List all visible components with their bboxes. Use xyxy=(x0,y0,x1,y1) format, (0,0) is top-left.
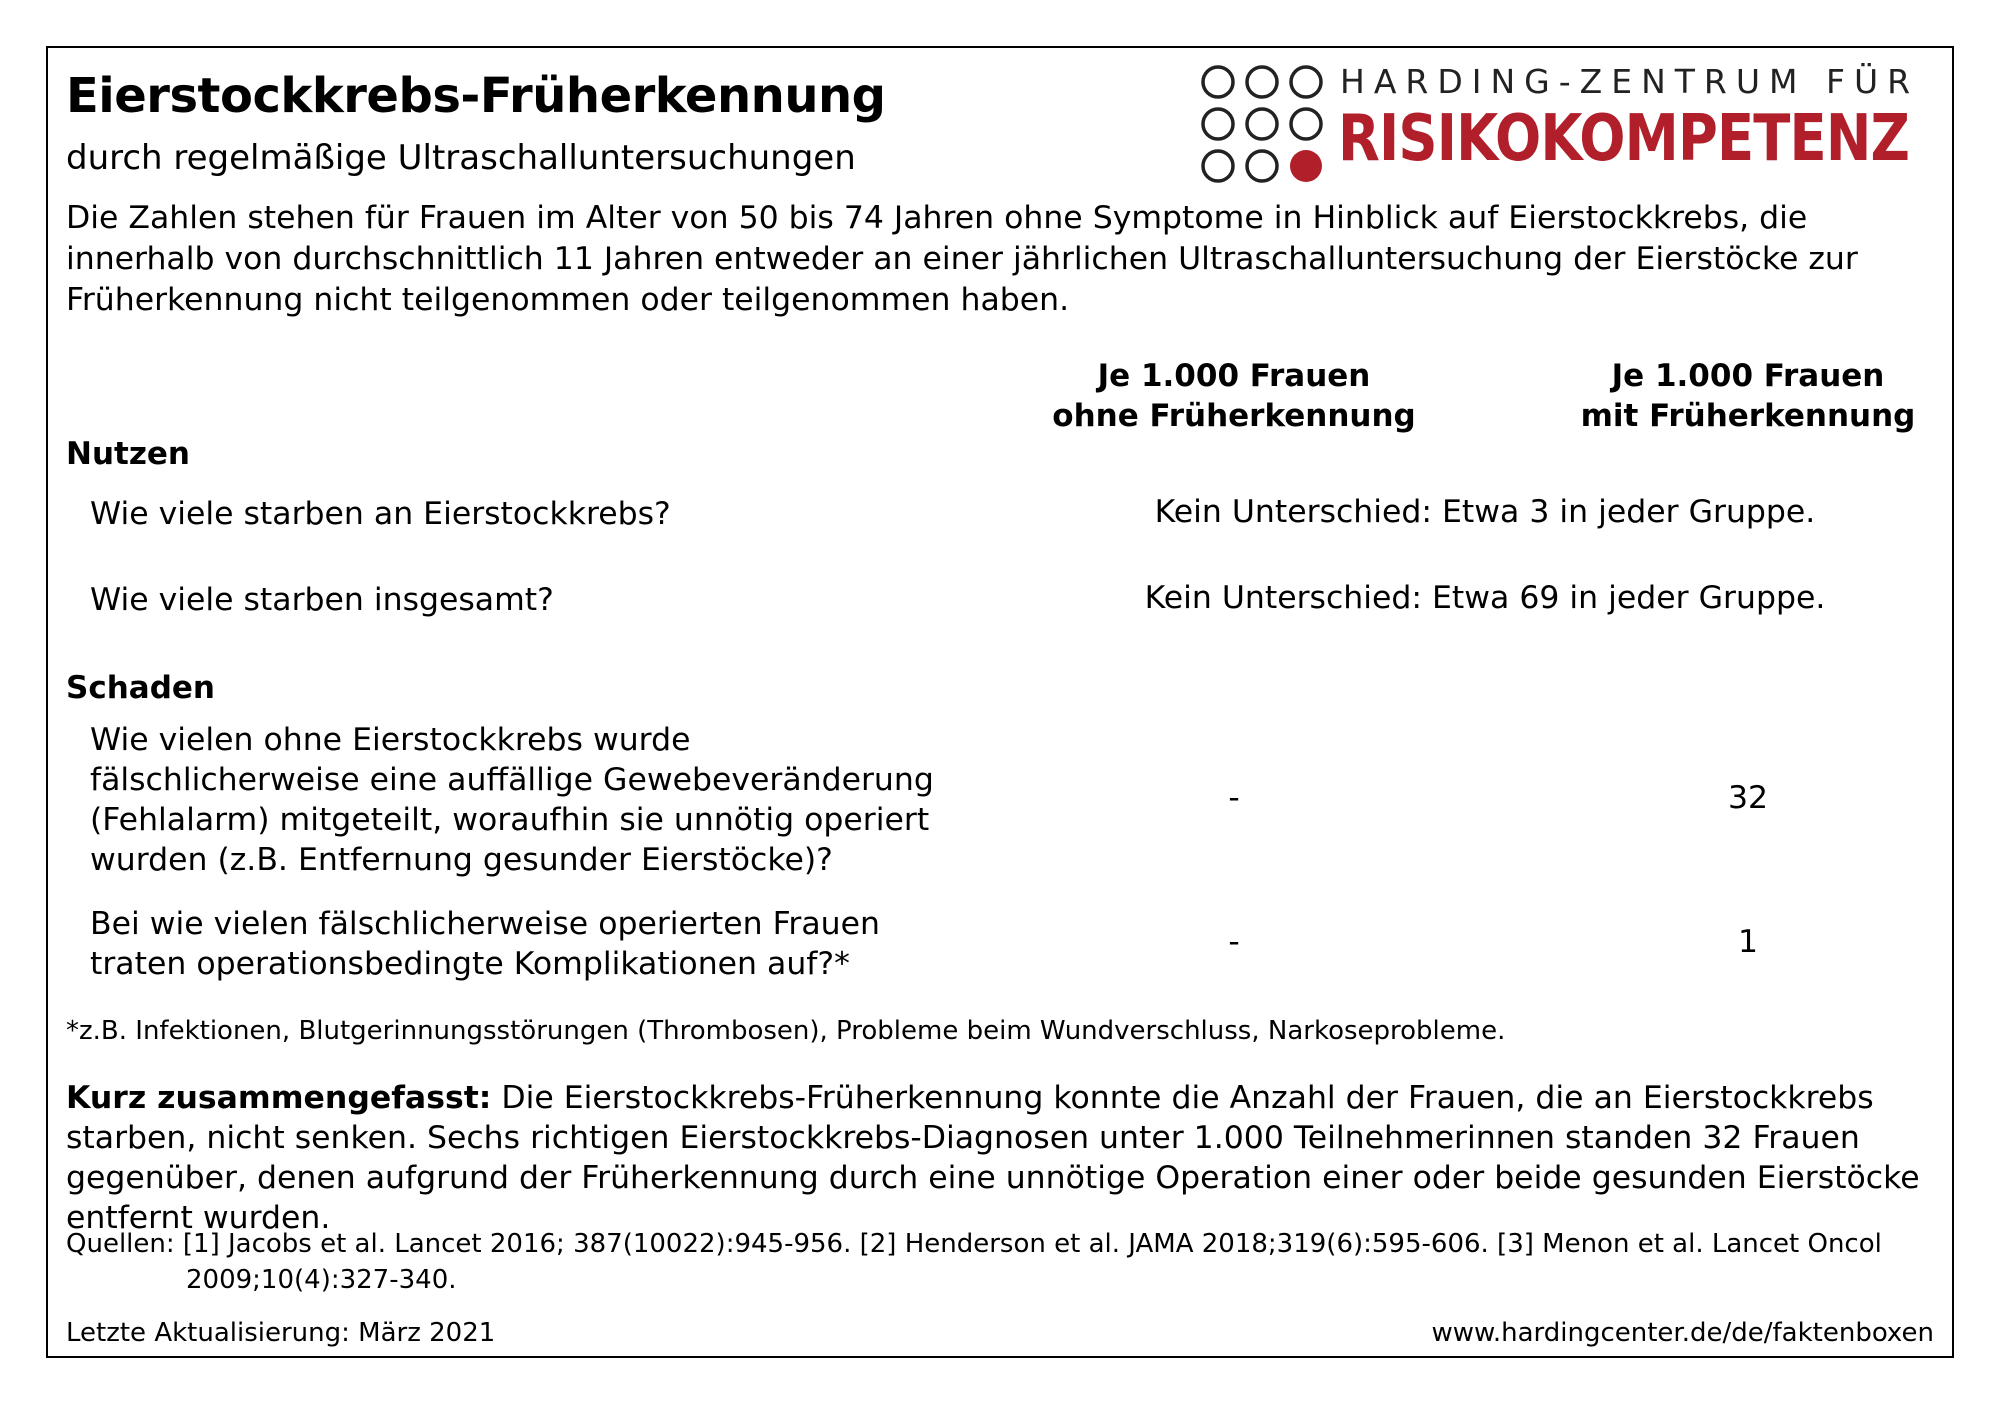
logo-top-text: HARDING-ZENTRUM FÜR xyxy=(1340,62,1920,101)
fact-box xyxy=(46,46,1954,1358)
benefit-answer: Kein Unterschied: Etwa 3 in jeder Gruppe. xyxy=(1154,494,1816,530)
summary-text: Die Eierstockkrebs-Früherkennung konnte die Anzahl der Frauen, die an Eierstockkrebs starben, nicht senken. Sechs richtigen Eierstockkrebs-Diagnosen unter 1.000 Teilnehmerinnen standen 32 Frauen gegenüber, denen aufgrund der Früherkennung durch eine unnötige Operation einer oder beide gesunden Eierstöcke entfernt wurden. xyxy=(66,1080,1920,1236)
harm-question-line: fälschlicherweise eine auffällige Gewebeveränderung xyxy=(90,762,934,798)
footnote: *z.B. Infektionen, Blutgerinnungsstörungen (Thrombosen), Probleme beim Wundverschluss, Narkoseprobleme. xyxy=(66,1016,1506,1046)
page-subtitle: durch regelmäßige Ultraschalluntersuchungen xyxy=(66,138,856,178)
column-header-with xyxy=(1488,356,2000,436)
column-header-without xyxy=(974,356,1494,436)
column-header-without-line1: Je 1.000 Frauen xyxy=(1097,358,1371,394)
sources-line: Quellen: [1] Jacobs et al. Lancet 2016; 387(10022):945-956. [2] Henderson et al. JAMA 2018;319(6):595-606. [3] Menon et al. Lancet Oncol xyxy=(66,1229,1882,1259)
harm-value-with: 1 xyxy=(1737,924,1759,960)
section-heading-harm: Schaden xyxy=(66,670,215,706)
sources-line: 2009;10(4):327-340. xyxy=(186,1265,457,1295)
harm-question xyxy=(90,720,934,880)
harm-question-line: Wie vielen ohne Eierstockkrebs wurde xyxy=(90,722,691,758)
intro-text: Die Zahlen stehen für Frauen im Alter von 50 bis 74 Jahren ohne Symptome in Hinblick auf Eierstockkrebs, die innerhalb von durchschnittlich 11 Jahren entweder an einer jährlichen Ultraschalluntersuchung der Eierstöcke zur Früherkennung nicht teilgenommen oder teilgenommen haben. xyxy=(66,200,1858,318)
column-header-without-line2: ohne Früherkennung xyxy=(1052,398,1416,434)
benefit-question: Wie viele starben an Eierstockkrebs? xyxy=(90,496,671,532)
column-header-with-line1: Je 1.000 Frauen xyxy=(1611,358,1885,394)
harm-question-line: (Fehlalarm) mitgeteilt, woraufhin sie unnötig operiert xyxy=(90,802,930,838)
summary xyxy=(66,1078,1946,1238)
logo-main-text: RISIKOKOMPETENZ xyxy=(1338,102,1910,176)
summary-label: Kurz zusammengefasst: xyxy=(66,1080,492,1116)
harm-value-with: 32 xyxy=(1727,780,1769,816)
website-link[interactable]: www.hardingcenter.de/de/faktenboxen xyxy=(1431,1318,1934,1348)
harm-question xyxy=(90,904,880,984)
last-updated: Letzte Aktualisierung: März 2021 xyxy=(66,1318,496,1348)
harm-question-line: wurden (z.B. Entfernung gesunder Eierstöcke)? xyxy=(90,842,833,878)
harm-value-without: - xyxy=(1228,924,1240,960)
harm-question-line: Bei wie vielen fälschlicherweise operierten Frauen xyxy=(90,906,880,942)
sources xyxy=(66,1226,1882,1298)
column-header-with-line2: mit Früherkennung xyxy=(1580,398,1916,434)
page-title: Eierstockkrebs-Früherkennung xyxy=(66,68,886,124)
benefit-answer: Kein Unterschied: Etwa 69 in jeder Gruppe. xyxy=(1144,580,1826,616)
harding-center-logo xyxy=(1200,62,1930,192)
benefit-question: Wie viele starben insgesamt? xyxy=(90,582,554,618)
harm-value-without: - xyxy=(1228,780,1240,816)
section-heading-benefit: Nutzen xyxy=(66,436,190,472)
harm-question-line: traten operationsbedingte Komplikationen auf?* xyxy=(90,946,850,982)
dot-grid-logo-icon xyxy=(1200,64,1328,184)
